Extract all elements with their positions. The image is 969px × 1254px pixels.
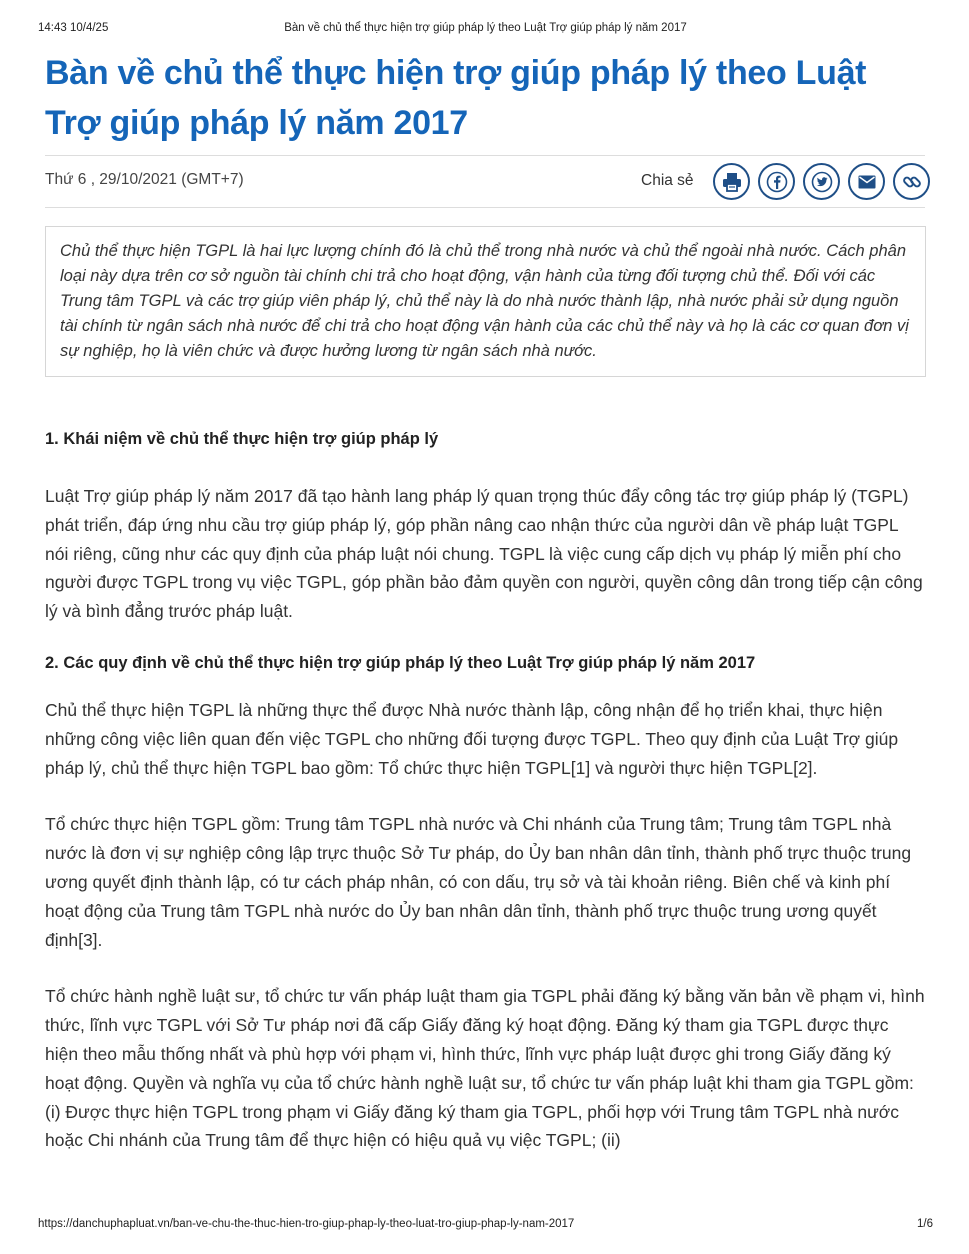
divider-bottom [45, 207, 925, 208]
twitter-share-button[interactable] [803, 163, 840, 200]
section-2-heading: 2. Các quy định về chủ thể thực hiện trợ giúp pháp lý theo Luật Trợ giúp pháp lý năm 2017 [45, 653, 756, 672]
article-title: Bàn về chủ thể thực hiện trợ giúp pháp lý theo Luật Trợ giúp pháp lý năm 2017 [45, 54, 867, 142]
share-toolbar [713, 163, 938, 201]
article-summary: Chủ thể thực hiện TGPL là hai lực lượng chính đó là chủ thể trong nhà nước và chủ thể ngoài nhà nước. Cách phân loại này dựa trên cơ sở nguồn tài chính chi trả cho hoạt động, vận hành của từng đối tượng chủ thể. Đối với các Trung tâm TGPL và các trợ giúp viên pháp lý, chủ thể này là do nhà nước thành lập, nhà nước phải sử dụng nguồn tài chính từ ngân sách nhà nước để chi trả cho hoạt động vận hành của các chủ thể này và họ là các cơ quan đơn vị sự nghiệp, họ là viên chức và được hưởng lương từ ngân sách nhà nước. [45, 226, 926, 377]
page-number: 1/6 [917, 1218, 933, 1230]
print-header [38, 22, 933, 38]
section-2-paragraph-3: Tổ chức hành nghề luật sư, tổ chức tư vấn pháp luật tham gia TGPL phải đăng ký bằng văn bản về phạm vi, hình thức, lĩnh vực TGPL với Sở Tư pháp nơi đã cấp Giấy đăng ký hoạt động. Đăng ký tham gia TGPL được thực hiện theo mẫu thống nhất và phù hợp với phạm vi, hình thức, lĩnh vực pháp luật được ghi trong Giấy đăng ký hoạt động. Quyền và nghĩa vụ của tổ chức hành nghề luật sư, tổ chức tư vấn pháp luật khi tham gia TGPL gồm: (i) Được thực hiện TGPL trong phạm vi Giấy đăng ký tham gia TGPL, phối hợp với Trung tâm TGPL nhà nước hoặc Chi nhánh của Trung tâm để thực hiện có hiệu quả vụ việc TGPL; (ii) [45, 986, 925, 1151]
divider-top [45, 155, 925, 156]
copy-link-button[interactable] [893, 163, 930, 200]
print-doc-title: Bàn về chủ thể thực hiện trợ giúp pháp lý theo Luật Trợ giúp pháp lý năm 2017 [284, 22, 687, 34]
article-body [45, 426, 925, 1155]
section-1-paragraph-1: Luật Trợ giúp pháp lý năm 2017 đã tạo hành lang pháp lý quan trọng thúc đẩy công tác trợ giúp pháp lý (TGPL) phát triển, đáp ứng nhu cầu trợ giúp pháp lý, góp phần nâng cao nhận thức của người dân về pháp luật TGPL nói riêng, cũng như các quy định của pháp luật nói chung. TGPL là việc cung cấp dịch vụ pháp lý miễn phí cho người được TGPL trong vụ việc TGPL, góp phần bảo đảm quyền con người, quyền công dân trong tiếp cận công lý và bình đẳng trước pháp luật. [45, 486, 923, 622]
facebook-icon [766, 171, 788, 193]
page-url: https://danchuphapluat.vn/ban-ve-chu-the-thuc-hien-tro-giup-phap-ly-theo-luat-tro-giup-phap-ly-nam-2017 [38, 1218, 575, 1230]
section-1-heading: 1. Khái niệm về chủ thể thực hiện trợ giúp pháp lý [45, 430, 439, 448]
link-icon [901, 171, 923, 193]
twitter-icon [811, 171, 833, 193]
print-datetime: 14:43 10/4/25 [38, 22, 109, 34]
section-2-paragraph-1: Chủ thể thực hiện TGPL là những thực thể được Nhà nước thành lập, công nhận để họ triển khai, thực hiện những công việc liên quan đến việc TGPL cho những đối tượng được TGPL. Theo quy định của Luật Trợ giúp pháp lý, chủ thể thực hiện TGPL bao gồm: Tổ chức thực hiện TGPL[1] và người thực hiện TGPL[2]. [45, 699, 899, 778]
section-2-paragraph-2: Tổ chức thực hiện TGPL gồm: Trung tâm TGPL nhà nước và Chi nhánh của Trung tâm; Trung tâm TGPL nhà nước là đơn vị sự nghiệp công lập trực thuộc Sở Tư pháp, do Ủy ban nhân dân tỉnh, thành phố trực thuộc trung ương quyết định thành lập, có tư cách pháp nhân, có con dấu, trụ sở và tài khoản riêng. Biên chế và kinh phí hoạt động của Trung tâm TGPL nhà nước do Ủy ban nhân dân tỉnh, thành phố trực thuộc trung ương quyết định[3]. [45, 814, 912, 950]
share-label: Chia sẻ [641, 172, 694, 189]
facebook-share-button[interactable] [758, 163, 795, 200]
print-button[interactable] [713, 163, 750, 200]
article-date: Thứ 6 , 29/10/2021 (GMT+7) [45, 171, 244, 188]
email-share-button[interactable] [848, 163, 885, 200]
print-icon [721, 171, 743, 193]
email-icon [856, 171, 878, 193]
